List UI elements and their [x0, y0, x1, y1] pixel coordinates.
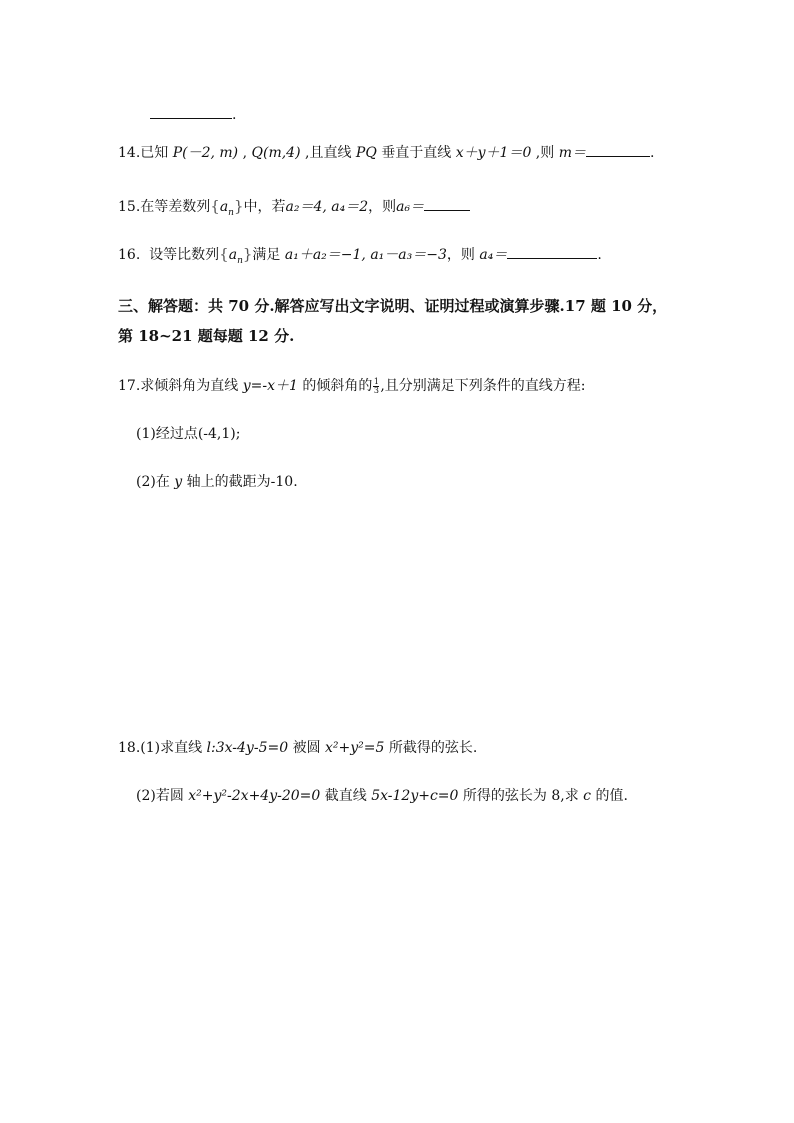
q17-part-1: (1)经过点(-4,1); [136, 426, 241, 442]
q17-line: y=-x＋1 [242, 378, 298, 394]
question-15: 15.在等差数列$\{a_n\}$中，若a₂＝4, a₄＝2，则a₆＝ [118, 196, 470, 223]
q17-fraction: $\frac{1}{3}$ [373, 376, 379, 395]
q17-number: 17. [118, 378, 141, 394]
section-3-heading-line1: 三、解答题：共 70 分.解答应写出文字说明、证明过程或演算步骤.17 题 10 分， [118, 297, 668, 315]
q16-brace-right-icon: } [242, 245, 253, 263]
question-17: 17.求倾斜角为直线 y=-x＋1 的倾斜角的 $\frac{1}{3}$ ,且分别满足下列条件的直线方程: [118, 376, 586, 395]
q14-point-q: Q(m,4) [251, 145, 301, 161]
q16-brace-left-icon: { [219, 245, 229, 263]
q15-brace-left-icon: { [210, 197, 220, 215]
q14-answer-blank[interactable] [586, 142, 650, 157]
q15-number: 15. [118, 199, 141, 215]
q16-number: 16. [118, 247, 141, 263]
q17-part-2: (2)在 y 轴上的截距为-10. [136, 474, 298, 490]
section-3-heading-line2: 第 18~21 题每题 12 分. [118, 327, 295, 345]
q18-line-2: 5x-12y+c=0 [371, 788, 459, 804]
q14-number: 14. [118, 145, 141, 161]
q16-condition: a₁＋a₂＝−1, a₁－a₃＝−3 [284, 247, 447, 263]
question-16: 16. 设等比数列$\{a_n\}$满足 a₁＋a₂＝−1, a₁－a₃＝−3，则 a₄＝ . [118, 245, 602, 266]
q15-brace-right-icon: } [233, 197, 244, 215]
q18-line-l: l:3x-4y-5=0 [206, 740, 289, 756]
q13-answer-blank[interactable] [150, 104, 232, 119]
q18-circle-2: x²+y²-2x+4y-20=0 [188, 788, 321, 804]
question-14: 14.已知 P(－2, m) , Q(m,4) ,且直线 PQ 垂直于直线 x＋y＋1＝0 ,则 m＝ . [118, 142, 654, 163]
q13-answer-line: . [150, 104, 236, 125]
q14-line-equation: x＋y＋1＝0 [455, 145, 532, 161]
q18-part-2: (2)若圆 x²+y²-2x+4y-20=0 截直线 5x-12y+c=0 所得的弦长为 8,求 c 的值. [136, 788, 628, 804]
q18-circle-1: x²+y²=5 [325, 740, 385, 756]
question-18: 18.(1)求直线 l:3x-4y-5=0 被圆 x²+y²=5 所截得的弦长. [118, 740, 478, 756]
q15-answer-blank[interactable] [424, 196, 470, 211]
q15-condition: a₂＝4, a₄＝2 [285, 199, 369, 215]
q18-number: 18. [118, 740, 141, 756]
q14-point-p: P(－2, m) [172, 145, 239, 161]
q16-answer-blank[interactable] [507, 244, 597, 259]
